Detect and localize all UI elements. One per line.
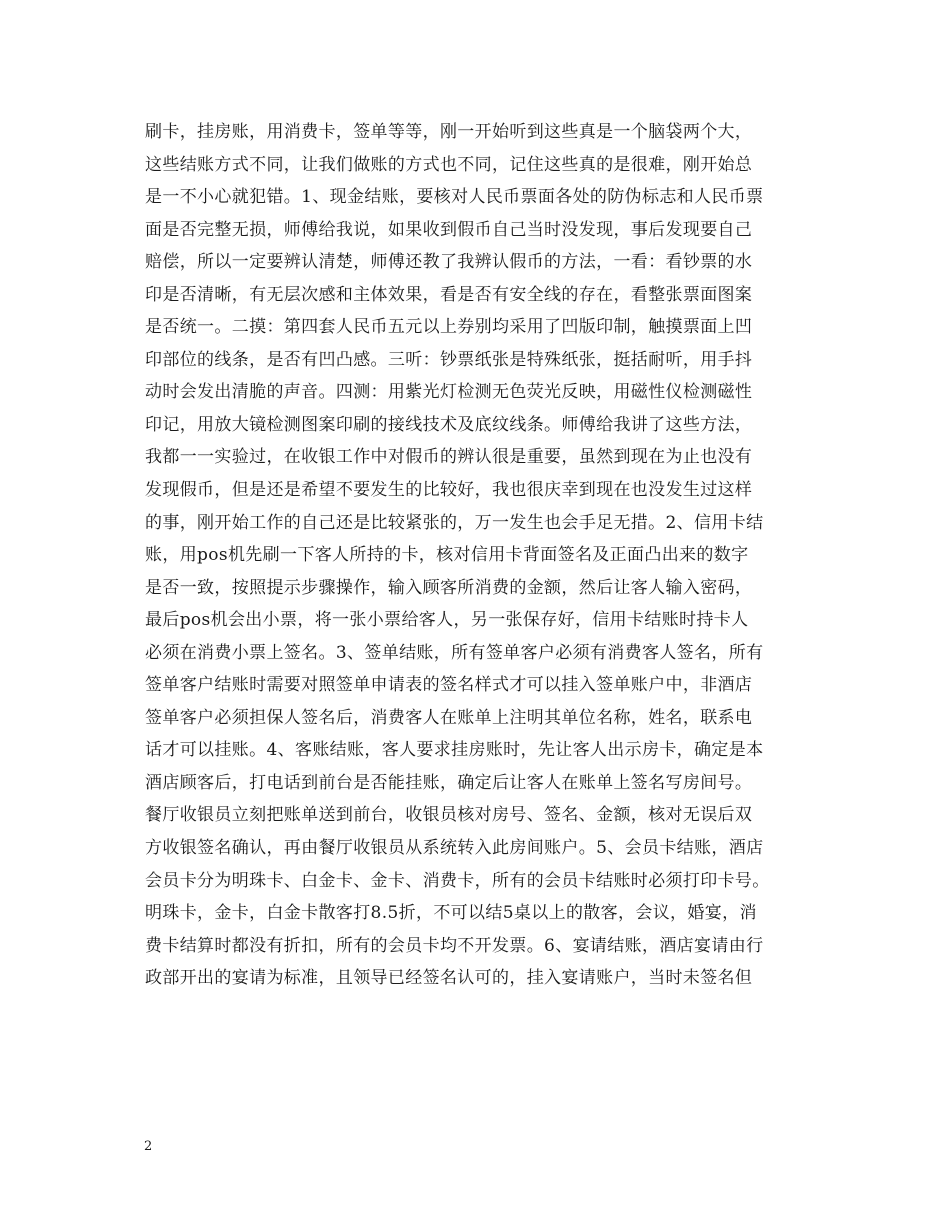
text-line: 的事，刚开始工作的自己还是比较紧张的，万一发生也会手足无措。2、信用卡结 (145, 512, 764, 533)
text-line: 餐厅收银员立刻把账单送到前台，收银员核对房号、签名、金额，核对无误后双 (145, 805, 753, 826)
text-line: 酒店顾客后，打电话到前台是否能挂账，确定后让客人在账单上签名写房间号。 (145, 772, 753, 793)
text-line: 印记，用放大镜检测图案印刷的接线技术及底纹线条。师傅给我讲了这些方法， (145, 414, 753, 435)
text-line: 我都一一实验过，在收银工作中对假币的辨认很是重要，虽然到现在为止也没有 (145, 447, 753, 468)
text-line: 最后pos机会出小票，将一张小票给客人，另一张保存好，信用卡结账时持卡人 (145, 610, 749, 631)
text-line: 会员卡分为明珠卡、白金卡、金卡、消费卡，所有的会员卡结账时必须打印卡号。 (145, 870, 770, 891)
text-line: 发现假币，但是还是希望不要发生的比较好，我也很庆幸到现在也没发生过这样 (145, 480, 753, 501)
text-line: 话才可以挂账。4、客账结账，客人要求挂房账时，先让客人出示房卡，确定是本 (145, 740, 764, 761)
body-text (145, 116, 825, 995)
text-line: 必须在消费小票上签名。3、签单结账，所有签单客户必须有消费客人签名，所有 (145, 642, 764, 663)
page-number: 2 (144, 1139, 153, 1154)
text-line: 签单客户必须担保人签名后，消费客人在账单上注明其单位名称，姓名，联系电 (145, 707, 753, 728)
text-line: 是一不小心就犯错。1、现金结账，要核对人民币票面各处的防伪标志和人民币票 (145, 187, 764, 208)
text-line: 明珠卡，金卡，白金卡散客打8.5折，不可以结5桌以上的散客，会议，婚宴，消 (145, 903, 757, 924)
text-line: 账，用pos机先刷一下客人所持的卡，核对信用卡背面签名及正面凸出来的数字 (145, 545, 749, 566)
text-line: 赔偿，所以一定要辨认清楚，师傅还教了我辨认假币的方法，一看：看钞票的水 (145, 252, 753, 273)
text-line: 是否一致，按照提示步骤操作，输入顾客所消费的金额，然后让客人输入密码， (145, 577, 753, 598)
text-line: 印是否清晰，有无层次感和主体效果，看是否有安全线的存在，看整张票面图案 (145, 284, 753, 305)
text-line: 这些结账方式不同，让我们做账的方式也不同，记住这些真的是很难，刚开始总 (145, 154, 753, 175)
text-line: 是否统一。二摸：第四套人民币五元以上券别均采用了凹版印制，触摸票面上凹 (145, 317, 753, 338)
text-line: 刷卡，挂房账，用消费卡，签单等等，刚一开始听到这些真是一个脑袋两个大， (145, 122, 753, 142)
text-line: 费卡结算时都没有折扣，所有的会员卡均不开发票。6、宴请结账，酒店宴请由行 (145, 935, 764, 956)
text-line: 政部开出的宴请为标准，且领导已经签名认可的，挂入宴请账户，当时未签名但 (145, 968, 753, 989)
text-line: 面是否完整无损，师傅给我说，如果收到假币自己当时没发现，事后发现要自己 (145, 219, 753, 240)
text-line: 印部位的线条，是否有凹凸感。三听：钞票纸张是特殊纸张，挺括耐听，用手抖 (145, 349, 753, 370)
text-line: 动时会发出清脆的声音。四测：用紫光灯检测无色荧光反映，用磁性仪检测磁性 (145, 382, 753, 403)
text-line: 签单客户结账时需要对照签单申请表的签名样式才可以挂入签单账户中，非酒店 (145, 675, 753, 696)
text-line: 方收银签名确认，再由餐厅收银员从系统转入此房间账户。5、会员卡结账，酒店 (145, 838, 764, 859)
